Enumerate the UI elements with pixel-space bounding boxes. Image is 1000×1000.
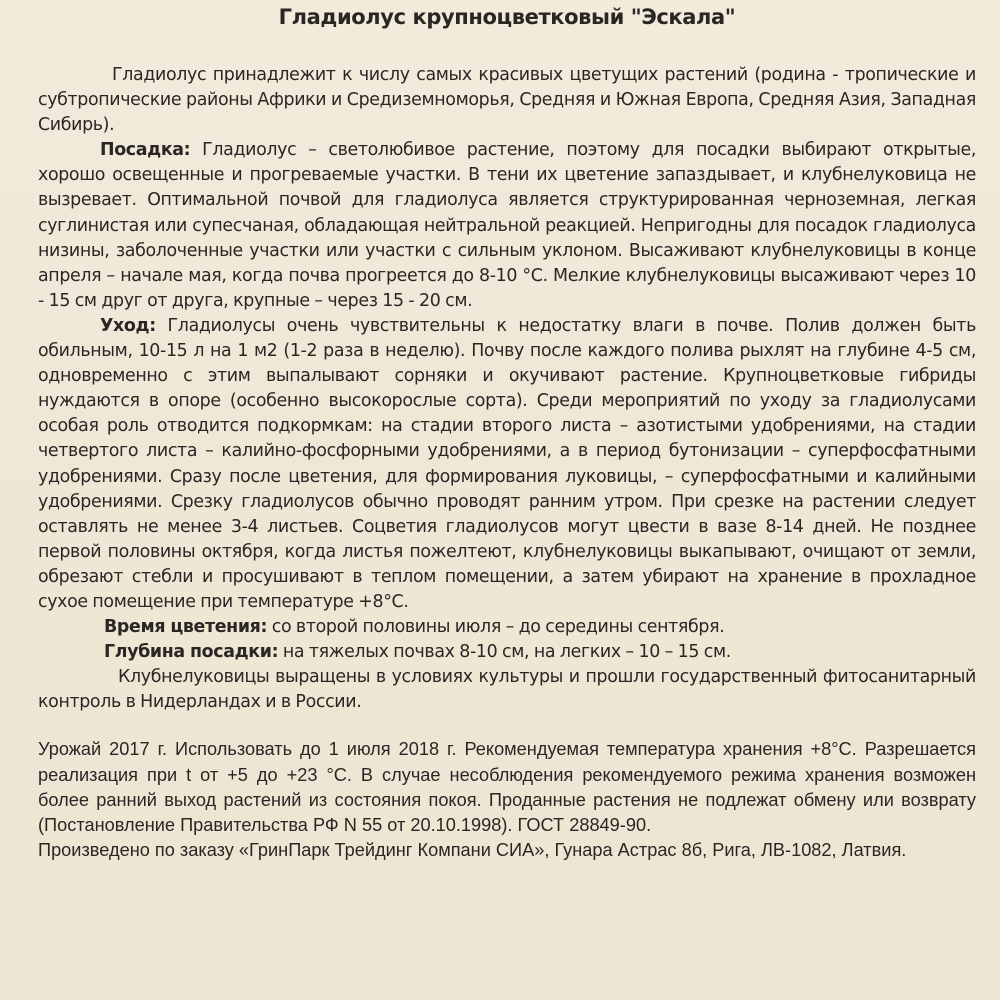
footer-block (38, 737, 976, 863)
bloom-text: со второй половины июля – до середины сентября. (267, 617, 725, 638)
planting-paragraph (38, 138, 976, 314)
producer-info: Произведено по заказу «ГринПарк Трейдинг Компани СИА», Гунара Астрас 8б, Рига, ЛВ-1082, Латвия. (38, 840, 907, 861)
depth-text: на тяжелых почвах 8-10 см, на легких – 10 – 15 см. (278, 642, 731, 663)
page-title: Гладиолус крупноцветковый "Эскала" (278, 5, 736, 29)
description-body (38, 63, 976, 715)
care-label: Уход: (100, 315, 156, 336)
bloom-label: Время цветения: (104, 617, 268, 638)
care-paragraph (38, 314, 976, 615)
intro-paragraph: Гладиолус принадлежит к числу самых красивых цветущих растений (родина - тропические и субтропические районы Африки и Средиземноморья, Средняя и Южная Европа, Средняя Азия, Западная Сибирь). (38, 65, 976, 136)
planting-label: Посадка: (100, 140, 191, 161)
bloom-paragraph (38, 615, 976, 640)
storage-info: Урожай 2017 г. Использовать до 1 июля 2018 г. Рекомендуемая температура хранения +8°С. Разрешается реализация при t от +5 до +23 °С. В случае несоблюдения рекомендуемого режима хранения возможен более ранний выход растений из состояния покоя. Проданные растения не подлежат обмену или возврату (Постановление Правительства РФ N 55 от 20.10.1998). ГОСТ 28849-90. (38, 739, 976, 836)
care-text: Гладиолусы очень чувствительны к недостатку влаги в почве. Полив должен быть обильным, 10-15 л на 1 м2 (1-2 раза в неделю). Почву после каждого полива рыхлят на глубине 4-5 см, одновременно с этим выпалывают сорняки и окучивают растение. Крупноцветковые гибриды нуждаются в опоре (особенно высокорослые сорта). Среди мероприятий по уходу за гладиолусами особая роль отводится подкормкам: на стадии второго листа – азотистыми удобрениями, на стадии четвертого листа – калийно-фосфорными удобрениями, а в период бутонизации – суперфосфатными удобрениями. Сразу после цветения, для формирования луковицы, – суперфосфатными и калийными удобрениями. Срезку гладиолусов обычно проводят ранним утром. При срезке на растении следует оставлять не менее 3-4 листьев. Соцветия гладиолусов могут цвести в вазе 8-14 дней. Не позднее первой половины октября, когда листья пожелтеют, клубнелуковицы выкапывают, очищают от земли, обрезают стебли и просушивают в теплом помещении, а затем убирают на хранение в прохладное сухое помещение при температуре +8°С. (38, 315, 976, 612)
certification-paragraph: Клубнелуковицы выращены в условиях культуры и прошли государственный фитосанитарный контроль в Нидерландах и в России. (38, 667, 976, 713)
planting-text: Гладиолус – светолюбивое растение, поэтому для посадки выбирают открытые, хорошо освещенные и прогреваемые участки. В тени их цветение запаздывает, и клубнелуковица не вызревает. Оптимальной почвой для гладиолуса является структурированная черноземная, легкая суглинистая или супесчаная, обладающая нейтральной реакцией. Непригодны для посадок гладиолуса низины, заболоченные участки или участки с сильным уклоном. Высаживают клубнелуковицы в конце апреля – начале мая, когда почва прогреется до 8-10 °С. Мелкие клубнелуковицы высаживают через 10 - 15 см друг от друга, крупные – через 15 - 20 см. (38, 140, 976, 311)
depth-paragraph (38, 640, 976, 665)
depth-label: Глубина посадки: (104, 642, 279, 663)
